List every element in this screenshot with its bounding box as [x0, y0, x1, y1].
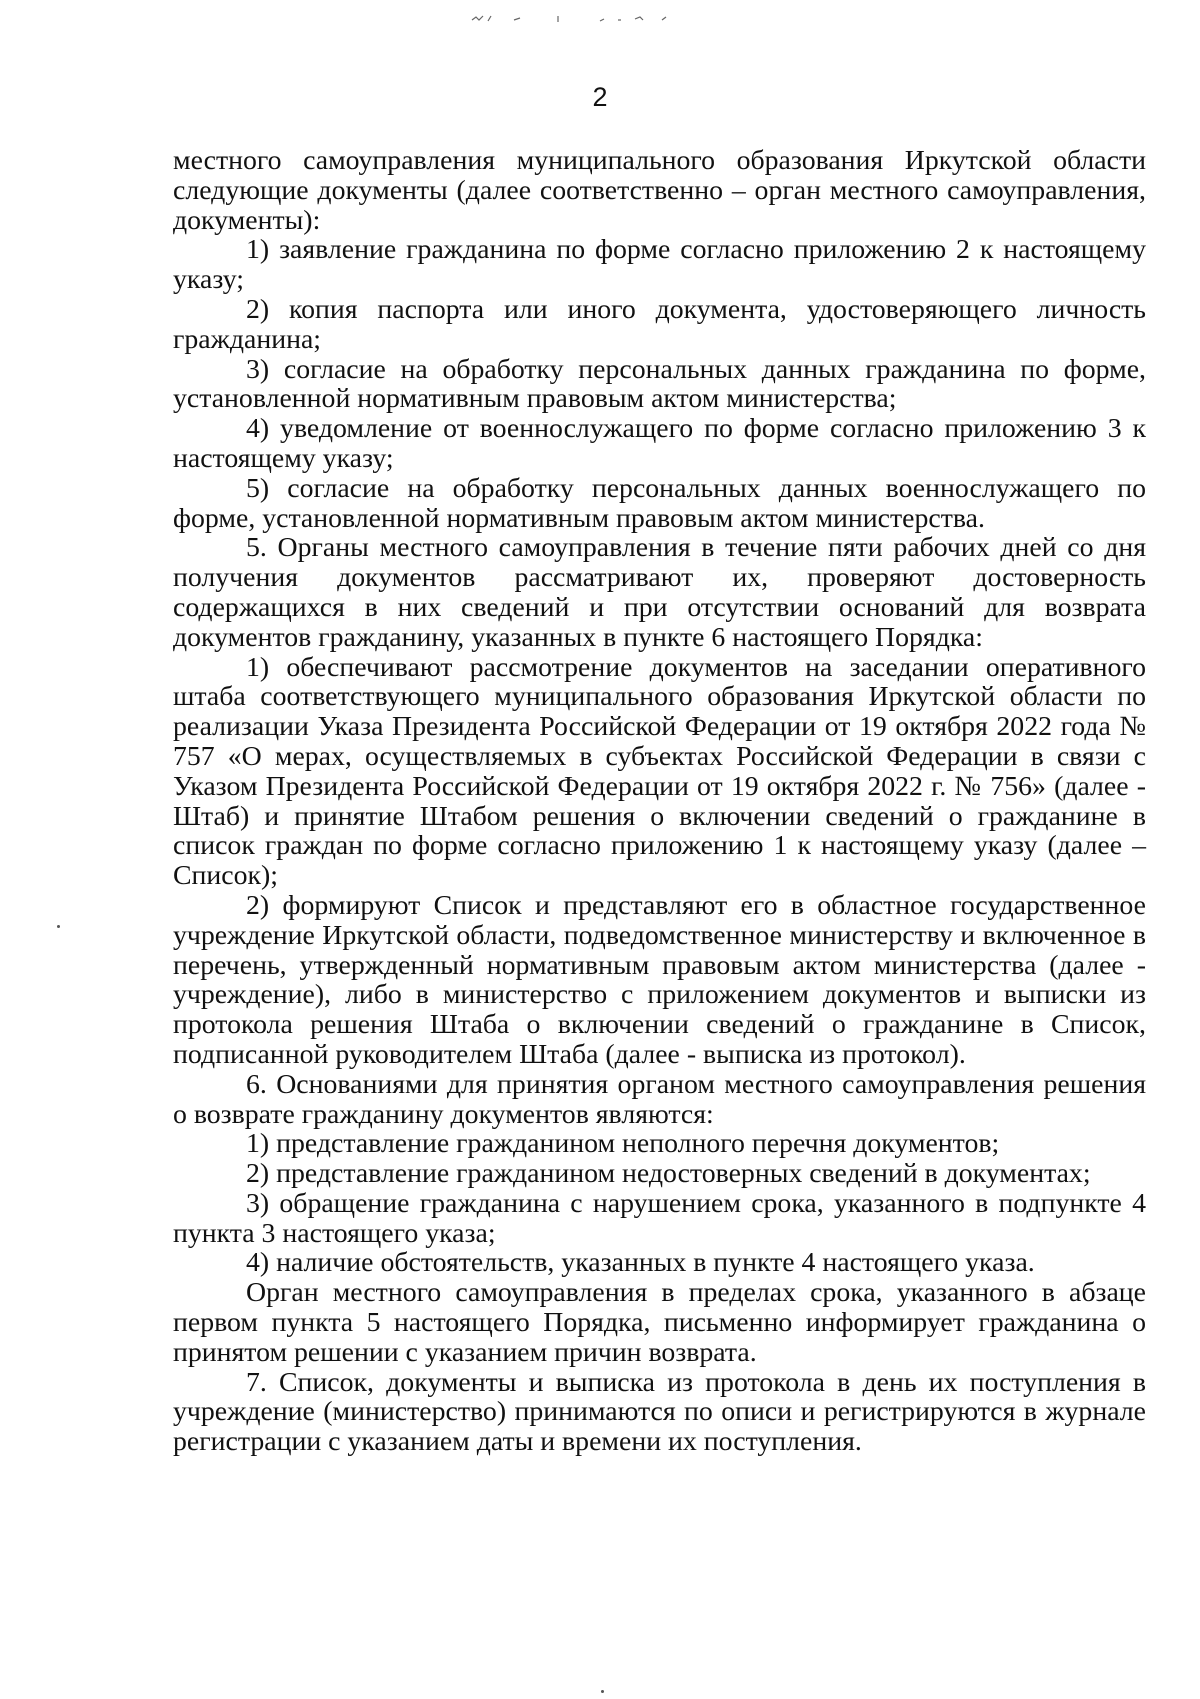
scan-speck	[601, 1690, 604, 1693]
paragraph: 4) уведомление от военнослужащего по форме согласно приложению 3 к настоящему указу;	[173, 413, 1146, 474]
scan-speck	[57, 925, 60, 928]
paragraph: 1) заявление гражданина по форме согласно приложению 2 к настоящему указу;	[173, 234, 1146, 296]
paragraph: 5) согласие на обработку персональных данных военнослужащего по форме, установленной нормативным правовым актом министерства.	[173, 472, 1146, 534]
paragraph: 2) представление гражданином недостоверных сведений в документах;	[246, 1158, 1091, 1190]
paragraph: Орган местного самоуправления в пределах срока, указанного в абзаце первом пункта 5 настоящего Порядка, письменно информирует гражданина о принятом решении с указанием причин возврата.	[173, 1277, 1146, 1368]
paragraph: 5. Органы местного самоуправления в течение пяти рабочих дней со дня получения документов рассматривают их, проверяют достоверность содержащихся в них сведений и при отсутствии оснований для возврата документов гражданину, указанных в пункте 6 настоящего Порядка:	[173, 532, 1146, 653]
paragraph: 1) обеспечивают рассмотрение документов на заседании оперативного штаба соответствующего муниципального образования Иркутской области по реализации Указа Президента Российской Федерации от 19 октября 2022 года № 757 «О мерах, осуществляемых в субъектах Российской Федерации в связи с Указом Президента Российской Федерации от 19 октября 2022 г. № 756» (далее - Штаб) и принятие Штабом решения о включении сведений о гражданине в список граждан по форме согласно приложению 1 к настоящему указу (далее – Список);	[173, 651, 1146, 892]
paragraph: местного самоуправления муниципального образования Иркутской области следующие документы (далее соответственно – орган местного самоуправления, документы):	[173, 145, 1146, 236]
scan-artifact-marks	[470, 12, 730, 26]
paragraph: 2) копия паспорта или иного документа, удостоверяющего личность гражданина;	[173, 293, 1146, 355]
document-body	[173, 146, 1146, 1457]
paragraph: 3) обращение гражданина с нарушением срока, указанного в подпункте 4 пункта 3 настоящего указа;	[173, 1187, 1146, 1249]
paragraph: 7. Список, документы и выписка из протокола в день их поступления в учреждение (министерство) принимаются по описи и регистрируются в журнале регистрации с указанием даты и времени их поступления.	[173, 1366, 1146, 1458]
paragraph: 2) формируют Список и представляют его в областное государственное учреждение Иркутской области, подведомственное министерству и включенное в перечень, утвержденный нормативным правовым актом министерства (далее - учреждение), либо в министерство с приложением документов и выписки из протокола решения Штаба о включении сведений о гражданине в Список, подписанной руководителем Штаба (далее - выписка из протокол).	[173, 889, 1146, 1070]
paragraph: 1) представление гражданином неполного перечня документов;	[246, 1128, 1000, 1160]
paragraph: 3) согласие на обработку персональных данных гражданина по форме, установленной нормативным правовым актом министерства;	[173, 353, 1146, 415]
paragraph: 6. Основаниями для принятия органом местного самоуправления решения о возврате гражданину документов являются:	[173, 1068, 1146, 1130]
page-number: 2	[592, 82, 608, 112]
paragraph: 4) наличие обстоятельств, указанных в пункте 4 настоящего указа.	[246, 1247, 1035, 1279]
